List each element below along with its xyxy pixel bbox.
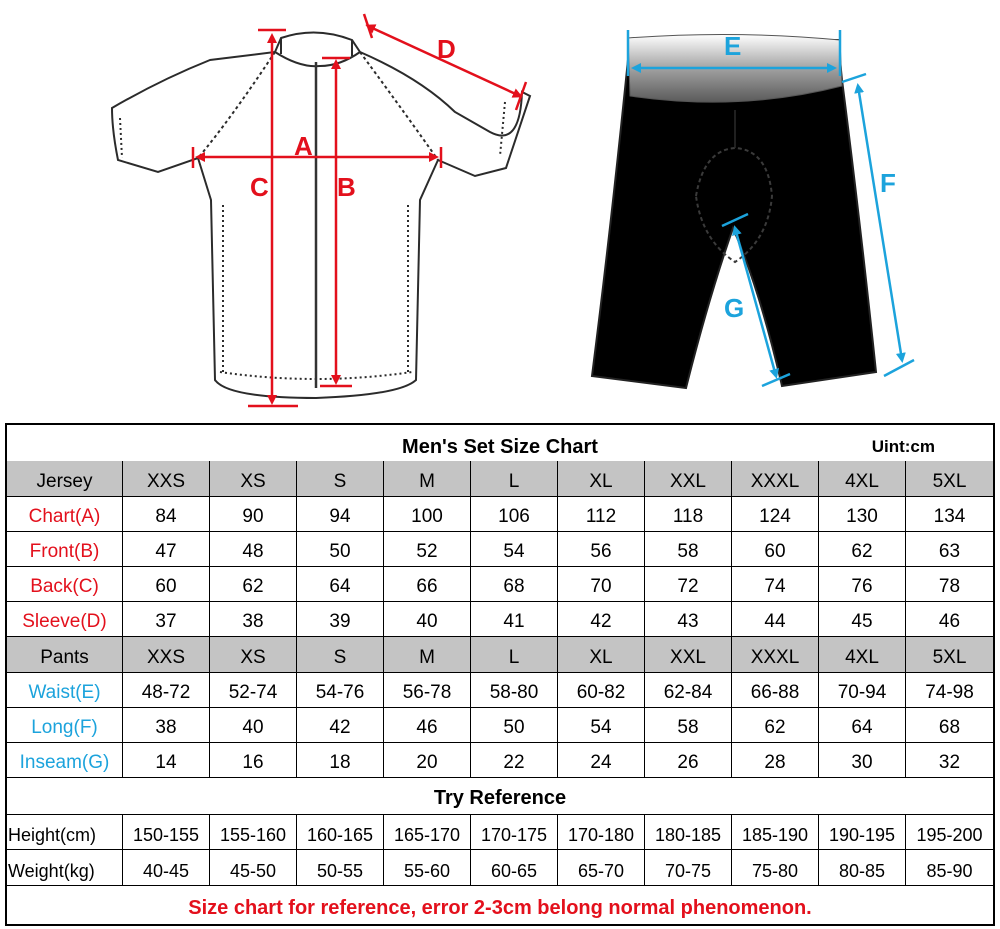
value-cell: 80-85	[819, 850, 906, 886]
row-label: Waist(E)	[7, 673, 123, 708]
value-cell: 66	[384, 567, 471, 602]
value-cell: 47	[123, 532, 210, 567]
value-cell: 62	[819, 532, 906, 567]
value-cell: 50	[471, 708, 558, 743]
value-cell: 14	[123, 743, 210, 778]
value-cell: 20	[384, 743, 471, 778]
value-cell: 165-170	[384, 814, 471, 850]
value-cell: 48-72	[123, 673, 210, 708]
row-label: Long(F)	[7, 708, 123, 743]
value-cell: 46	[384, 708, 471, 743]
section-header-label: Pants	[7, 637, 123, 673]
chart-title: Men's Set Size Chart	[402, 436, 598, 458]
size-header-cell: XXS	[123, 637, 210, 673]
row-label: Inseam(G)	[7, 743, 123, 778]
value-cell: 155-160	[210, 814, 297, 850]
row-label: Height(cm)	[7, 814, 123, 850]
value-cell: 150-155	[123, 814, 210, 850]
label-a: A	[294, 131, 313, 161]
value-cell: 70-94	[819, 673, 906, 708]
value-cell: 124	[732, 497, 819, 532]
value-cell: 75-80	[732, 850, 819, 886]
value-cell: 85-90	[906, 850, 993, 886]
row-label: Front(B)	[7, 532, 123, 567]
value-cell: 42	[558, 602, 645, 637]
row-label: Weight(kg)	[7, 850, 123, 886]
value-cell: 134	[906, 497, 993, 532]
value-cell: 74-98	[906, 673, 993, 708]
label-b: B	[337, 172, 356, 202]
value-cell: 40-45	[123, 850, 210, 886]
size-header-cell: XXXL	[732, 637, 819, 673]
try-reference-title: Try Reference	[433, 787, 567, 809]
value-cell: 44	[732, 602, 819, 637]
value-cell: 42	[297, 708, 384, 743]
pants-row	[7, 743, 993, 778]
value-cell: 54	[471, 532, 558, 567]
value-cell: 50	[297, 532, 384, 567]
value-cell: 60	[123, 567, 210, 602]
value-cell: 112	[558, 497, 645, 532]
row-label: Chart(A)	[7, 497, 123, 532]
value-cell: 130	[819, 497, 906, 532]
value-cell: 60-65	[471, 850, 558, 886]
value-cell: 40	[210, 708, 297, 743]
value-cell: 64	[819, 708, 906, 743]
size-header-cell: 4XL	[819, 461, 906, 497]
value-cell: 43	[645, 602, 732, 637]
size-header-cell: M	[384, 461, 471, 497]
label-c: C	[250, 172, 269, 202]
section-header-label: Jersey	[7, 461, 123, 497]
size-header-cell: XXS	[123, 461, 210, 497]
value-cell: 48	[210, 532, 297, 567]
value-cell: 90	[210, 497, 297, 532]
value-cell: 100	[384, 497, 471, 532]
value-cell: 195-200	[906, 814, 993, 850]
value-cell: 50-55	[297, 850, 384, 886]
reference-row	[7, 850, 993, 886]
value-cell: 170-180	[558, 814, 645, 850]
value-cell: 22	[471, 743, 558, 778]
value-cell: 190-195	[819, 814, 906, 850]
label-e: E	[724, 31, 742, 61]
value-cell: 37	[123, 602, 210, 637]
value-cell: 52-74	[210, 673, 297, 708]
value-cell: 60	[732, 532, 819, 567]
value-cell: 56-78	[384, 673, 471, 708]
value-cell: 78	[906, 567, 993, 602]
size-header-cell: XL	[558, 461, 645, 497]
size-header-cell: L	[471, 637, 558, 673]
value-cell: 18	[297, 743, 384, 778]
size-header-cell: M	[384, 637, 471, 673]
value-cell: 118	[645, 497, 732, 532]
size-header-cell: S	[297, 461, 384, 497]
note-row	[7, 886, 993, 920]
size-header-cell: XL	[558, 637, 645, 673]
row-label: Sleeve(D)	[7, 602, 123, 637]
value-cell: 58	[645, 532, 732, 567]
chart-title-row	[7, 425, 993, 462]
size-note: Size chart for reference, error 2-3cm belong normal phenomenon.	[188, 897, 812, 919]
label-d: D	[437, 34, 456, 64]
jersey-row	[7, 532, 993, 567]
size-header-cell: XS	[210, 461, 297, 497]
measurement-diagram	[0, 0, 1000, 420]
value-cell: 70	[558, 567, 645, 602]
size-header-cell: L	[471, 461, 558, 497]
value-cell: 26	[645, 743, 732, 778]
value-cell: 63	[906, 532, 993, 567]
row-label: Back(C)	[7, 567, 123, 602]
value-cell: 54	[558, 708, 645, 743]
unit-label: Uint:cm	[871, 437, 935, 456]
value-cell: 70-75	[645, 850, 732, 886]
value-cell: 52	[384, 532, 471, 567]
size-header-cell: XXL	[645, 637, 732, 673]
pants-drawing	[592, 34, 876, 388]
value-cell: 76	[819, 567, 906, 602]
value-cell: 40	[384, 602, 471, 637]
value-cell: 54-76	[297, 673, 384, 708]
value-cell: 160-165	[297, 814, 384, 850]
try-reference-row	[7, 778, 993, 815]
size-header-cell: S	[297, 637, 384, 673]
value-cell: 41	[471, 602, 558, 637]
size-header-cell: XXXL	[732, 461, 819, 497]
value-cell: 62-84	[645, 673, 732, 708]
value-cell: 46	[906, 602, 993, 637]
value-cell: 60-82	[558, 673, 645, 708]
value-cell: 180-185	[645, 814, 732, 850]
size-header-cell: 5XL	[906, 461, 993, 497]
jersey-row	[7, 602, 993, 637]
value-cell: 45	[819, 602, 906, 637]
value-cell: 65-70	[558, 850, 645, 886]
label-g: G	[724, 293, 745, 323]
pants-row	[7, 673, 993, 708]
value-cell: 62	[732, 708, 819, 743]
size-header-cell: XS	[210, 637, 297, 673]
value-cell: 45-50	[210, 850, 297, 886]
pants-row	[7, 708, 993, 743]
pants-header-row	[7, 637, 993, 673]
value-cell: 30	[819, 743, 906, 778]
jersey-row	[7, 497, 993, 532]
value-cell: 106	[471, 497, 558, 532]
value-cell: 38	[210, 602, 297, 637]
value-cell: 64	[297, 567, 384, 602]
jersey-drawing	[112, 32, 530, 398]
value-cell: 38	[123, 708, 210, 743]
label-f: F	[880, 168, 896, 198]
value-cell: 62	[210, 567, 297, 602]
size-header-cell: 4XL	[819, 637, 906, 673]
value-cell: 94	[297, 497, 384, 532]
size-chart-table	[5, 423, 995, 926]
size-header-cell: XXL	[645, 461, 732, 497]
value-cell: 55-60	[384, 850, 471, 886]
value-cell: 74	[732, 567, 819, 602]
value-cell: 68	[471, 567, 558, 602]
jersey-header-row	[7, 461, 993, 497]
jersey-row	[7, 567, 993, 602]
value-cell: 16	[210, 743, 297, 778]
value-cell: 58-80	[471, 673, 558, 708]
value-cell: 24	[558, 743, 645, 778]
value-cell: 66-88	[732, 673, 819, 708]
size-header-cell: 5XL	[906, 637, 993, 673]
value-cell: 56	[558, 532, 645, 567]
value-cell: 84	[123, 497, 210, 532]
value-cell: 28	[732, 743, 819, 778]
value-cell: 72	[645, 567, 732, 602]
value-cell: 170-175	[471, 814, 558, 850]
reference-row	[7, 814, 993, 850]
value-cell: 32	[906, 743, 993, 778]
value-cell: 58	[645, 708, 732, 743]
value-cell: 68	[906, 708, 993, 743]
value-cell: 185-190	[732, 814, 819, 850]
value-cell: 39	[297, 602, 384, 637]
